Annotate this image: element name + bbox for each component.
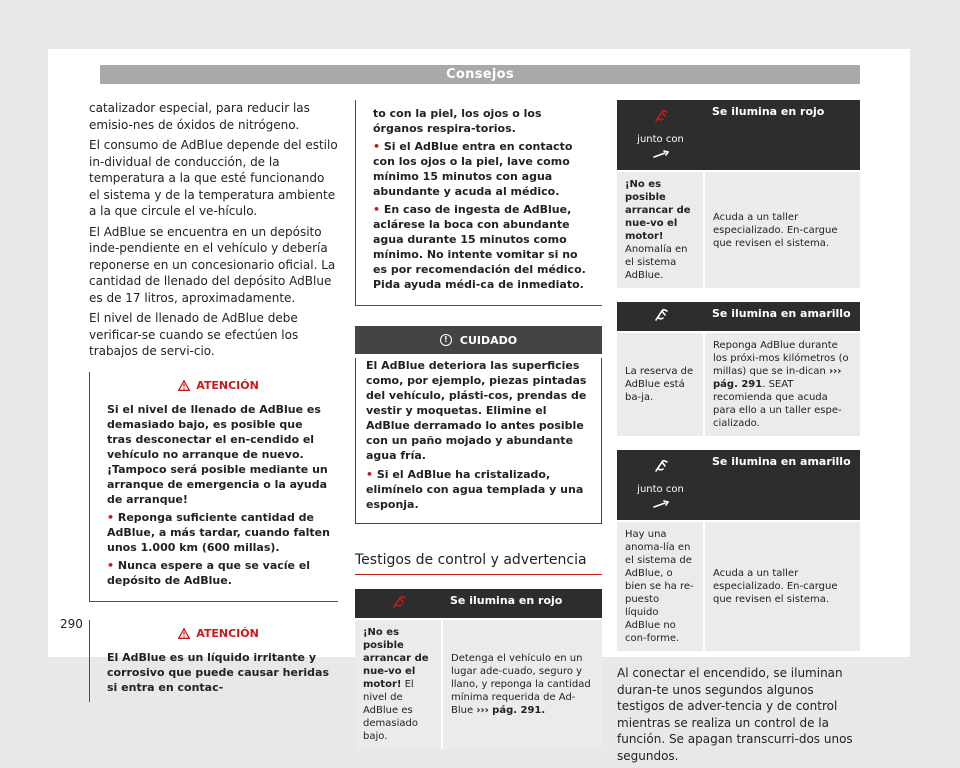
caution-header (355, 326, 602, 354)
adblue-nozzle-icon (653, 307, 669, 323)
paragraph: Al conectar el encendido, se iluminan duran-te unos segundos algunos testigos de adver-tencia y de control mientras se realiza un control de la función. Se apagan transcurri-dos unos segundos. (617, 666, 853, 763)
table-icon-cell (617, 302, 704, 332)
table-header: Se ilumina en rojo (704, 100, 860, 171)
warning-light-table (617, 450, 860, 651)
adblue-nozzle-icon (653, 458, 669, 474)
table-cell-condition: ¡No es posible arrancar de nue-vo el motor! El nivel de AdBlue es demasiado bajo. (355, 619, 442, 749)
info-circle-icon: ! (440, 334, 452, 346)
warning-bullet: • Si el AdBlue entra en contacto con los ojos o la piel, lave como mínimo 15 minutos con agua abundante y acuda al médico. (373, 140, 573, 198)
paragraph: El AdBlue se encuentra en un depósito inde-pendiente en el vehículo y debería reponerse en un concesionario oficial. La cantidad de llenado del depósito AdBlue es de 17 litros, aproximadamente. (89, 224, 336, 305)
junto-label: junto con (637, 483, 684, 495)
warning-box-continued (355, 100, 602, 306)
warning-title: ATENCIÓN (196, 379, 259, 392)
table-cell-condition: ¡No es posible arrancar de nue-vo el motor! Anomalía en el sistema AdBlue. (617, 171, 704, 288)
caution-text: El AdBlue deteriora las superficies como, por ejemplo, piezas pintadas del vehículo, plásti-cos, prendas de vestir y moquetas. Elimine el AdBlue derramado lo antes posible con un paño mojado y abundante agua fría. (366, 359, 587, 462)
table-header: Se ilumina en amarillo (704, 450, 860, 521)
table-cell-action: Detenga el vehículo en un lugar ade-cuado, seguro y llano, y reponga la cantidad mínima requerida de Ad-Blue ››› pág. 291. (442, 619, 602, 749)
warning-light-table (355, 589, 602, 749)
warning-header (107, 372, 330, 400)
warning-text: El AdBlue es un líquido irritante y corrosivo que puede causar heridas si entra en contac- (107, 650, 330, 694)
table-cell-condition: Hay una anoma-lía en el sistema de AdBlue, o bien se ha re-puesto líquido AdBlue no con-forme. (617, 521, 704, 651)
caution-box (355, 326, 602, 524)
warning-light-table (617, 100, 860, 288)
table-cell-action: Acuda a un taller especializado. En-cargue que revisen el sistema. (704, 171, 860, 288)
warning-text: to con la piel, los ojos o los órganos respira-torios. (373, 107, 542, 135)
warning-bullet: • Nunca espere a que se vacíe el depósito de AdBlue. (107, 558, 311, 587)
warning-light-table (617, 302, 860, 436)
warning-box (89, 620, 338, 702)
adblue-nozzle-icon (653, 108, 669, 124)
warning-title: ATENCIÓN (196, 627, 259, 640)
warning-bullet: • Reponga suficiente cantidad de AdBlue, a más tardar, cuando falten unos 1.000 km (600 millas). (107, 510, 330, 554)
table-cell-action: Reponga AdBlue durante los próxi-mos kilómetros (o millas) que se in-dican ››› pág. 291. SEAT recomienda que acuda para ello a un taller espe-cializado. (704, 332, 860, 436)
table-cell-action: Acuda a un taller especializado. En-cargue que revisen el sistema. (704, 521, 860, 651)
table-cell-condition: La reserva de AdBlue está ba-ja. (617, 332, 704, 436)
table-icon-cell (617, 450, 704, 521)
caution-title: CUIDADO (459, 333, 518, 347)
warning-triangle-icon (178, 628, 190, 639)
wrench-icon (652, 150, 670, 160)
page-header: Consejos (100, 65, 860, 84)
adblue-nozzle-icon (391, 594, 407, 610)
wrench-icon (652, 500, 670, 510)
warning-text: Si el nivel de llenado de AdBlue es demasiado bajo, es posible que tras desconectar el en-cendido el vehículo no arranque de nuevo. ¡Tampoco será posible mediante un arranque de emergencia o la ayuda de arranque! (107, 402, 328, 506)
warning-box (89, 372, 338, 602)
column-1 (89, 100, 338, 702)
paragraph: catalizador especial, para reducir las emisio-nes de óxidos de nitrógeno. (89, 101, 310, 132)
table-icon-cell (355, 589, 442, 619)
table-header: Se ilumina en rojo (442, 589, 602, 619)
table-icon-cell (617, 100, 704, 171)
column-3 (617, 100, 860, 768)
table-header: Se ilumina en amarillo (704, 302, 860, 332)
paragraph: El consumo de AdBlue depende del estilo in-dividual de conducción, de la temperatura a la que esté funcionando el sistema y de la temperatura ambiente a la que circule el ve-hículo. (89, 138, 338, 218)
warning-header (107, 620, 330, 648)
page-number: 290 (60, 617, 83, 631)
paragraph: El nivel de llenado de AdBlue debe verificar-se cuando se efectúen los trabajos de servi-cio. (89, 311, 299, 358)
warning-bullet: • En caso de ingesta de AdBlue, aclárese la boca con abundante agua durante 15 minutos como mínimo. No intente vomitar si no es por recomendación del médico. Pida ayuda médi-ca de inmediato. (373, 203, 586, 291)
section-title: Testigos de control y advertencia (355, 552, 602, 575)
warning-triangle-icon (178, 380, 190, 391)
junto-label: junto con (637, 133, 684, 145)
caution-bullet: • Si el AdBlue ha cristalizado, elimínelo con agua templada y una esponja. (366, 468, 584, 511)
column-2 (355, 100, 602, 749)
